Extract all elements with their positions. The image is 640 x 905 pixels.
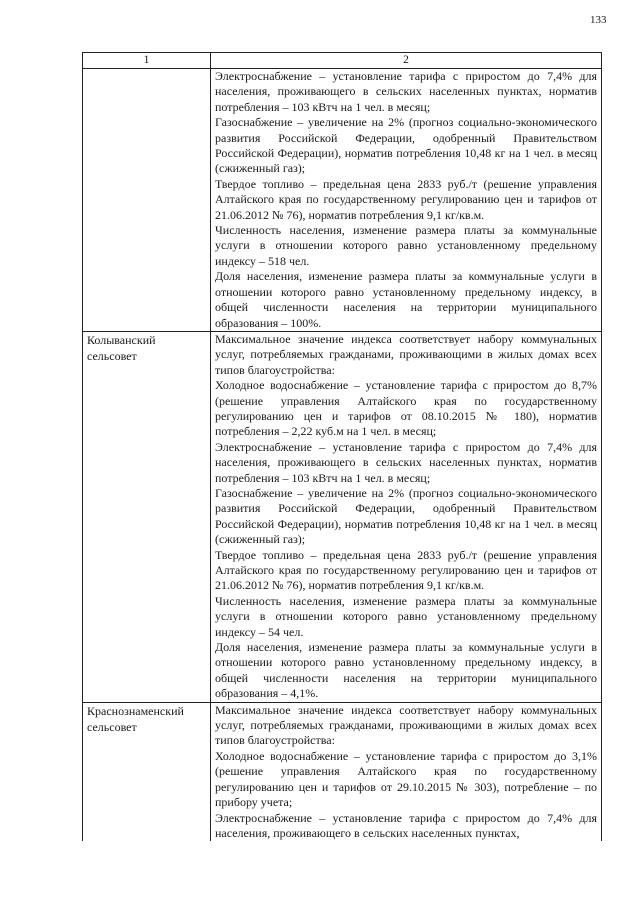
paragraph: Доля населения, изменение размера платы за коммунальные услуги в отношении которого равно установленному предельному индексу, в общей численности населения на территории муниципального образования – 4,1%. [215,640,597,701]
paragraph: Доля населения, изменение размера платы за коммунальные услуги в отношении которого равно установленному предельному индексу, в общей численности населения на территории муниципального образования – 100%. [215,269,597,330]
paragraph: Холодное водоснабжение – установление тарифа с приростом до 3,1% (решение управления Алтайского края по государственному регулированию цен и тарифов от 29.10.2015 № 303), потребление – по прибору учета; [215,748,597,810]
paragraph: Электроснабжение – установление тарифа с приростом до 7,4% для населения, проживающего в сельских населенных пунктах, [215,810,597,840]
table-row [83,331,602,702]
paragraph: Твердое топливо – предельная цена 2833 руб./т (решение управления Алтайского края по государственному регулированию цен и тарифов от 21.06.2012 № 76), норматив потребления 9,1 кг/кв.м. [215,176,597,222]
paragraph: Электроснабжение – установление тарифа с приростом до 7,4% для населения, проживающего в сельских населенных пунктах, норматив потребления – 103 кВтч на 1 чел. в месяц; [215,439,597,485]
municipality-name: Колыванский сельсовет [83,331,211,702]
column-header-2: 2 [211,53,602,69]
paragraph: Газоснабжение – увеличение на 2% (прогноз социально-экономического развития Российской Федерации, одобренный Правительством Российской Федерации), норматив потребления 10,48 кг на 1 чел. в месяц (сжиженный газ); [215,115,597,176]
tariff-description [211,331,602,702]
paragraph: Холодное водоснабжение – установление тарифа с приростом до 8,7% (решение управления Алтайского края по государственному регулированию цен и тарифов от 08.10.2015 № 180), норматив потребления – 2,22 куб.м на 1 чел. в месяц; [215,378,597,439]
paragraph: Максимальное значение индекса соответствует набору коммунальных услуг, потребляемых гражданами, проживающими в жилых домах всех типов благоустройства: [215,331,597,377]
tariff-table [82,52,602,841]
paragraph: Численность населения, изменение размера платы за коммунальные услуги в отношении которого равно установленному предельному индексу – 518 чел. [215,223,597,268]
paragraph: Электроснабжение – установление тарифа с приростом до 7,4% для населения, проживающего в сельских населенных пунктах, норматив потребления – 103 кВтч на 1 чел. в месяц; [215,69,597,114]
paragraph: Твердое топливо – предельная цена 2833 руб./т (решение управления Алтайского края по государственному регулированию цен и тарифов от 21.06.2012 № 76), норматив потребления 9,1 кг/кв.м. [215,547,597,593]
tariff-description [211,69,602,332]
table-row [83,702,602,841]
municipality-name [83,69,211,332]
table-header-row [83,53,602,69]
table-row [83,69,602,332]
paragraph: Максимальное значение индекса соответствует набору коммунальных услуг, потребляемых гражданами, проживающими в жилых домах всех типов благоустройства: [215,702,597,748]
paragraph: Численность населения, изменение размера платы за коммунальные услуги в отношении которого равно установленному предельному индексу – 54 чел. [215,593,597,639]
paragraph: Газоснабжение – увеличение на 2% (прогноз социально-экономического развития Российской Федерации, одобренный Правительством Российской Федерации), норматив потребления 10,48 кг на 1 чел. в месяц (сжиженный газ); [215,485,597,547]
municipality-name: Краснознаменский сельсовет [83,702,211,841]
column-header-1: 1 [83,53,211,69]
page-number: 133 [590,14,607,26]
tariff-description [211,702,602,841]
